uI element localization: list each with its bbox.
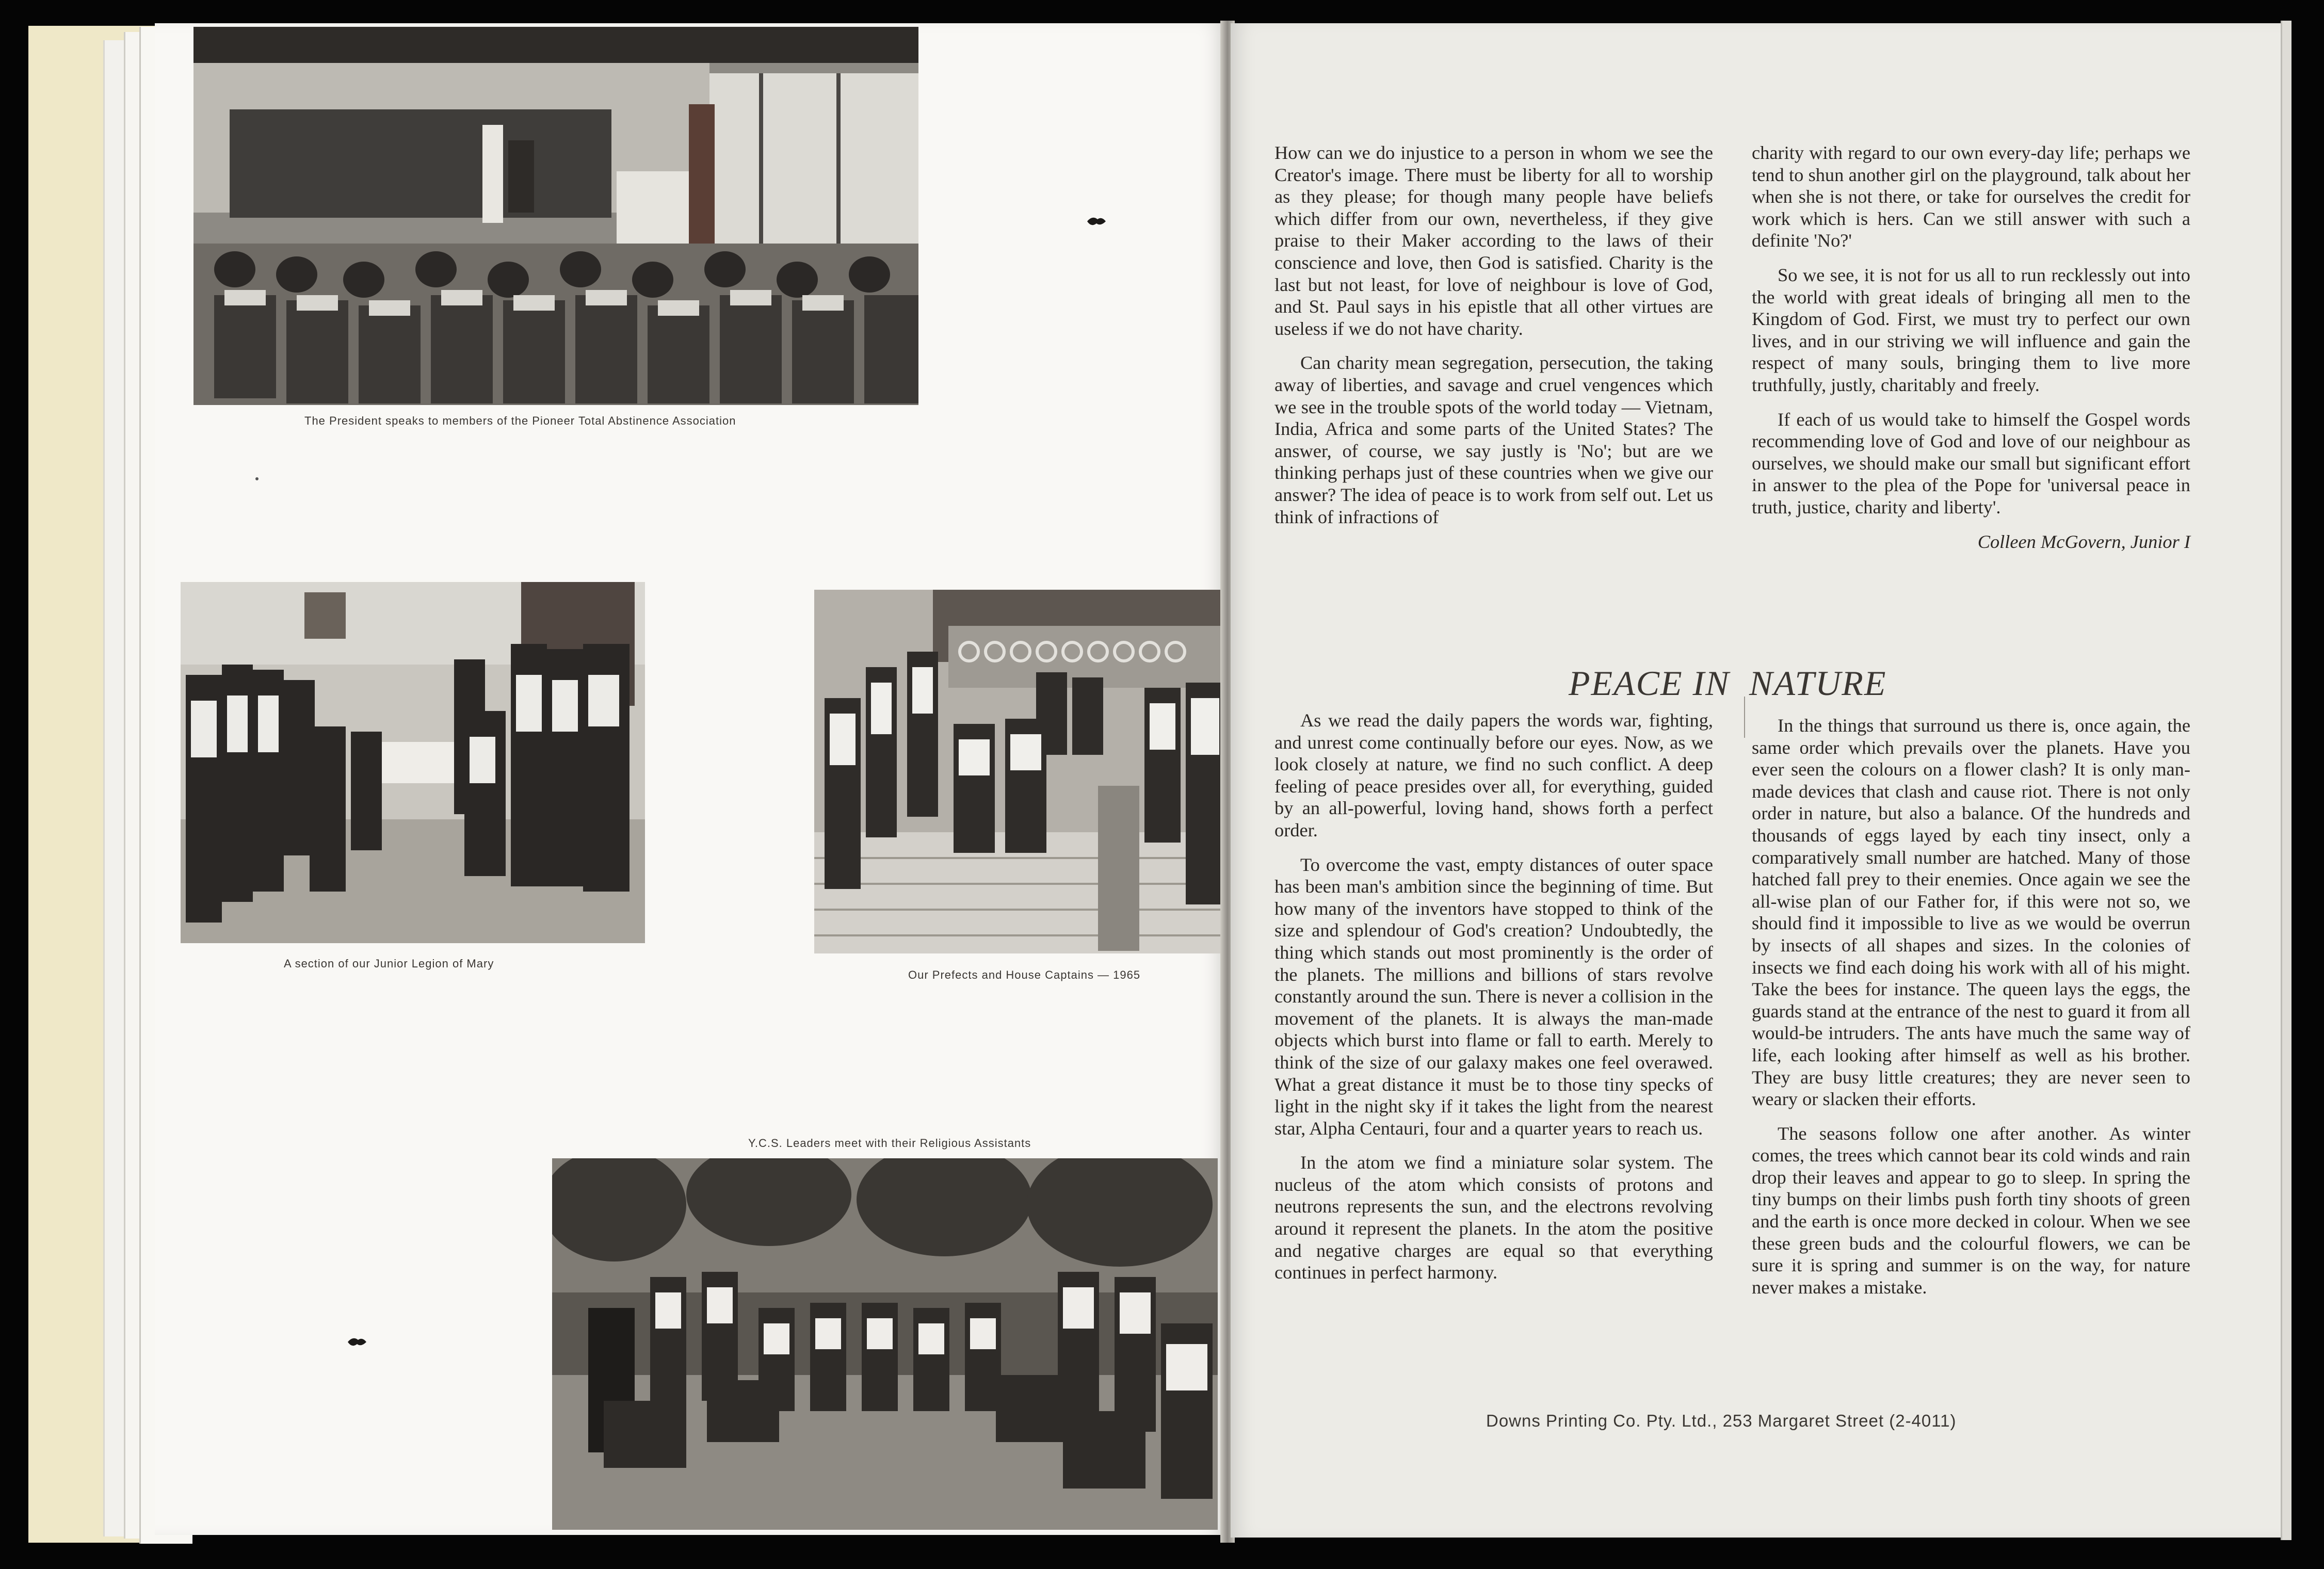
photo-prefects <box>814 590 1224 953</box>
caption-legion: A section of our Junior Legion of Mary <box>284 957 494 970</box>
legion-photo-image <box>181 582 645 943</box>
column-right-bottom <box>1752 715 2190 1311</box>
print-mark <box>1086 214 1107 228</box>
classroom-photo-image <box>193 27 918 405</box>
right-page <box>1231 23 2283 1538</box>
caption-prefects: Our Prefects and House Captains — 1965 <box>908 968 1141 981</box>
column-left-top <box>1274 142 1713 540</box>
author-signature: Colleen McGovern, Junior I <box>1977 531 2190 552</box>
paragraph: To overcome the vast, empty distances of outer space has been man's ambition since the beginning of time. But how many of the inventors have stopped to think of the size and splendour of God's creation? Undoubtedly, the thing which stands out most prominently is the order of the planets. The millions and billions of stars revolve constantly around the sun. There is never a collision in the movement of the planets. It is always the man-made objects which burst into flame or fall to earth. Merely to think of the size of our galaxy makes one feel overawed. What a great distance it must be to those tiny specks of light in the night sky if it takes the light from the nearest star, Alpha Centauri, four and a quarter years to reach us. <box>1274 854 1713 1139</box>
paragraph: So we see, it is not for us all to run recklessly out into the world with great ideals of bringing all men to the Kingdom of God. First, we must try to perfect our own lives, and in our striving we will influence and gain the respect of many souls, bringing them to live more truthfully, justly, charitably and freely. <box>1752 264 2190 395</box>
paragraph: How can we do injustice to a person in whom we see the Creator's image. There must be liberty for all to worship as they please; for though many people have beliefs which differ from our own, nevertheless, if they give praise to their Maker according to the laws of their conscience and love, then God is satisfied. Charity is the last but not least, for love of neighbour is love of God, and St. Paul says in his epistle that all other virtues are useless if we do not have charity. <box>1274 142 1713 339</box>
paragraph: In the things that surround us there is, once again, the same order which prevails over the planets. Have you ever seen the colours on a flower clash? It is only man-made devices that clash and cause riot. There is not only order in nature, but also a balance. Of the hundreds and thousands of eggs layed by each tiny insect, only a comparatively small number are hatched. Many of those hatched fall prey to their enemies. Once again we see the all-wise plan of our Father for, if this were not so, we should find it impossible to live as we would be overrun by insects of all shapes and sizes. In the colonies of insects we find each doing his work with all of his might. Take the bees for instance. The queen lays the eggs, the guards stand at the entrance of the nest to guard it from all would-be intruders. The ants have much the same way of life, each looking after himself as well as his brother. They are busy little creatures; they are never seen to weary or slacken their efforts. <box>1752 715 2190 1110</box>
heading-right: NATURE <box>1749 664 1887 703</box>
left-page <box>155 23 1225 1535</box>
caption-ycs: Y.C.S. Leaders meet with their Religious Assistants <box>748 1137 1031 1150</box>
column-left-bottom <box>1274 709 1713 1296</box>
paragraph: If each of us would take to himself the Gospel words recommending love of God and love of our neighbour as ourselves, we should make our small but significant effort in answer to the plea of the Pope for 'universal peace in truth, justice, charity and liberty'. <box>1752 409 2190 517</box>
paragraph: charity with regard to our own every-day life; perhaps we tend to shun another girl on the playground, talk about her when she is not there, or take for ourselves the credit for work which is hers. Can we still answer with such a definite 'No?' <box>1752 142 2190 251</box>
heading-left: PEACE IN <box>1569 664 1730 703</box>
photo-legion-of-mary <box>181 582 645 943</box>
paragraph: In the atom we find a miniature solar system. The nucleus of the atom which consists of protons and neutrons represents the sun, and the electrons revolving around it represent the planets. In the atom the positive and negative charges are equal so that everything continues in perfect harmony. <box>1274 1152 1713 1283</box>
column-right-top <box>1752 142 2190 565</box>
photo-pioneer-classroom <box>193 27 918 405</box>
printer-imprint: Downs Printing Co. Pty. Ltd., 253 Margaret Street (2-4011) <box>1486 1411 1957 1430</box>
ycs-photo-image <box>552 1158 1218 1530</box>
caption-pioneer: The President speaks to members of the Pioneer Total Abstinence Association <box>304 414 736 427</box>
print-mark <box>347 1335 367 1348</box>
prefects-photo-image <box>814 590 1224 953</box>
page-edge <box>2281 21 2291 1540</box>
paragraph: Can charity mean segregation, persecution, the taking away of liberties, and savage and cruel vengences which we see in the trouble spots of the world today — Vietnam, India, Africa and some parts of the United States? The answer, of course, we say justly is 'No'; but are we thinking perhaps just of these countries when we give our answer? The idea of peace is to work from self out. Let us think of infractions of <box>1274 352 1713 527</box>
print-speck <box>255 477 259 480</box>
paragraph: As we read the daily papers the words war, fighting, and unrest come continually before our eyes. Now, as we look closely at nature, we find no such conflict. A deep feeling of peace presides over all, for everything, guided by an all-powerful, loving hand, shows forth a perfect order. <box>1274 710 1713 840</box>
column-divider <box>1744 697 1745 738</box>
paragraph: The seasons follow one after another. As winter comes, the trees which cannot bear its cold winds and rain drop their leaves and appear to go to sleep. In spring the tiny bumps on their limbs push forth tiny shoots of green and the earth is once more decked in colour. When we see these green buds and the colourful flowers, we can be sure it is spring and summer is on the way, for nature never makes a mistake. <box>1752 1123 2190 1298</box>
photo-ycs-leaders <box>552 1158 1218 1530</box>
